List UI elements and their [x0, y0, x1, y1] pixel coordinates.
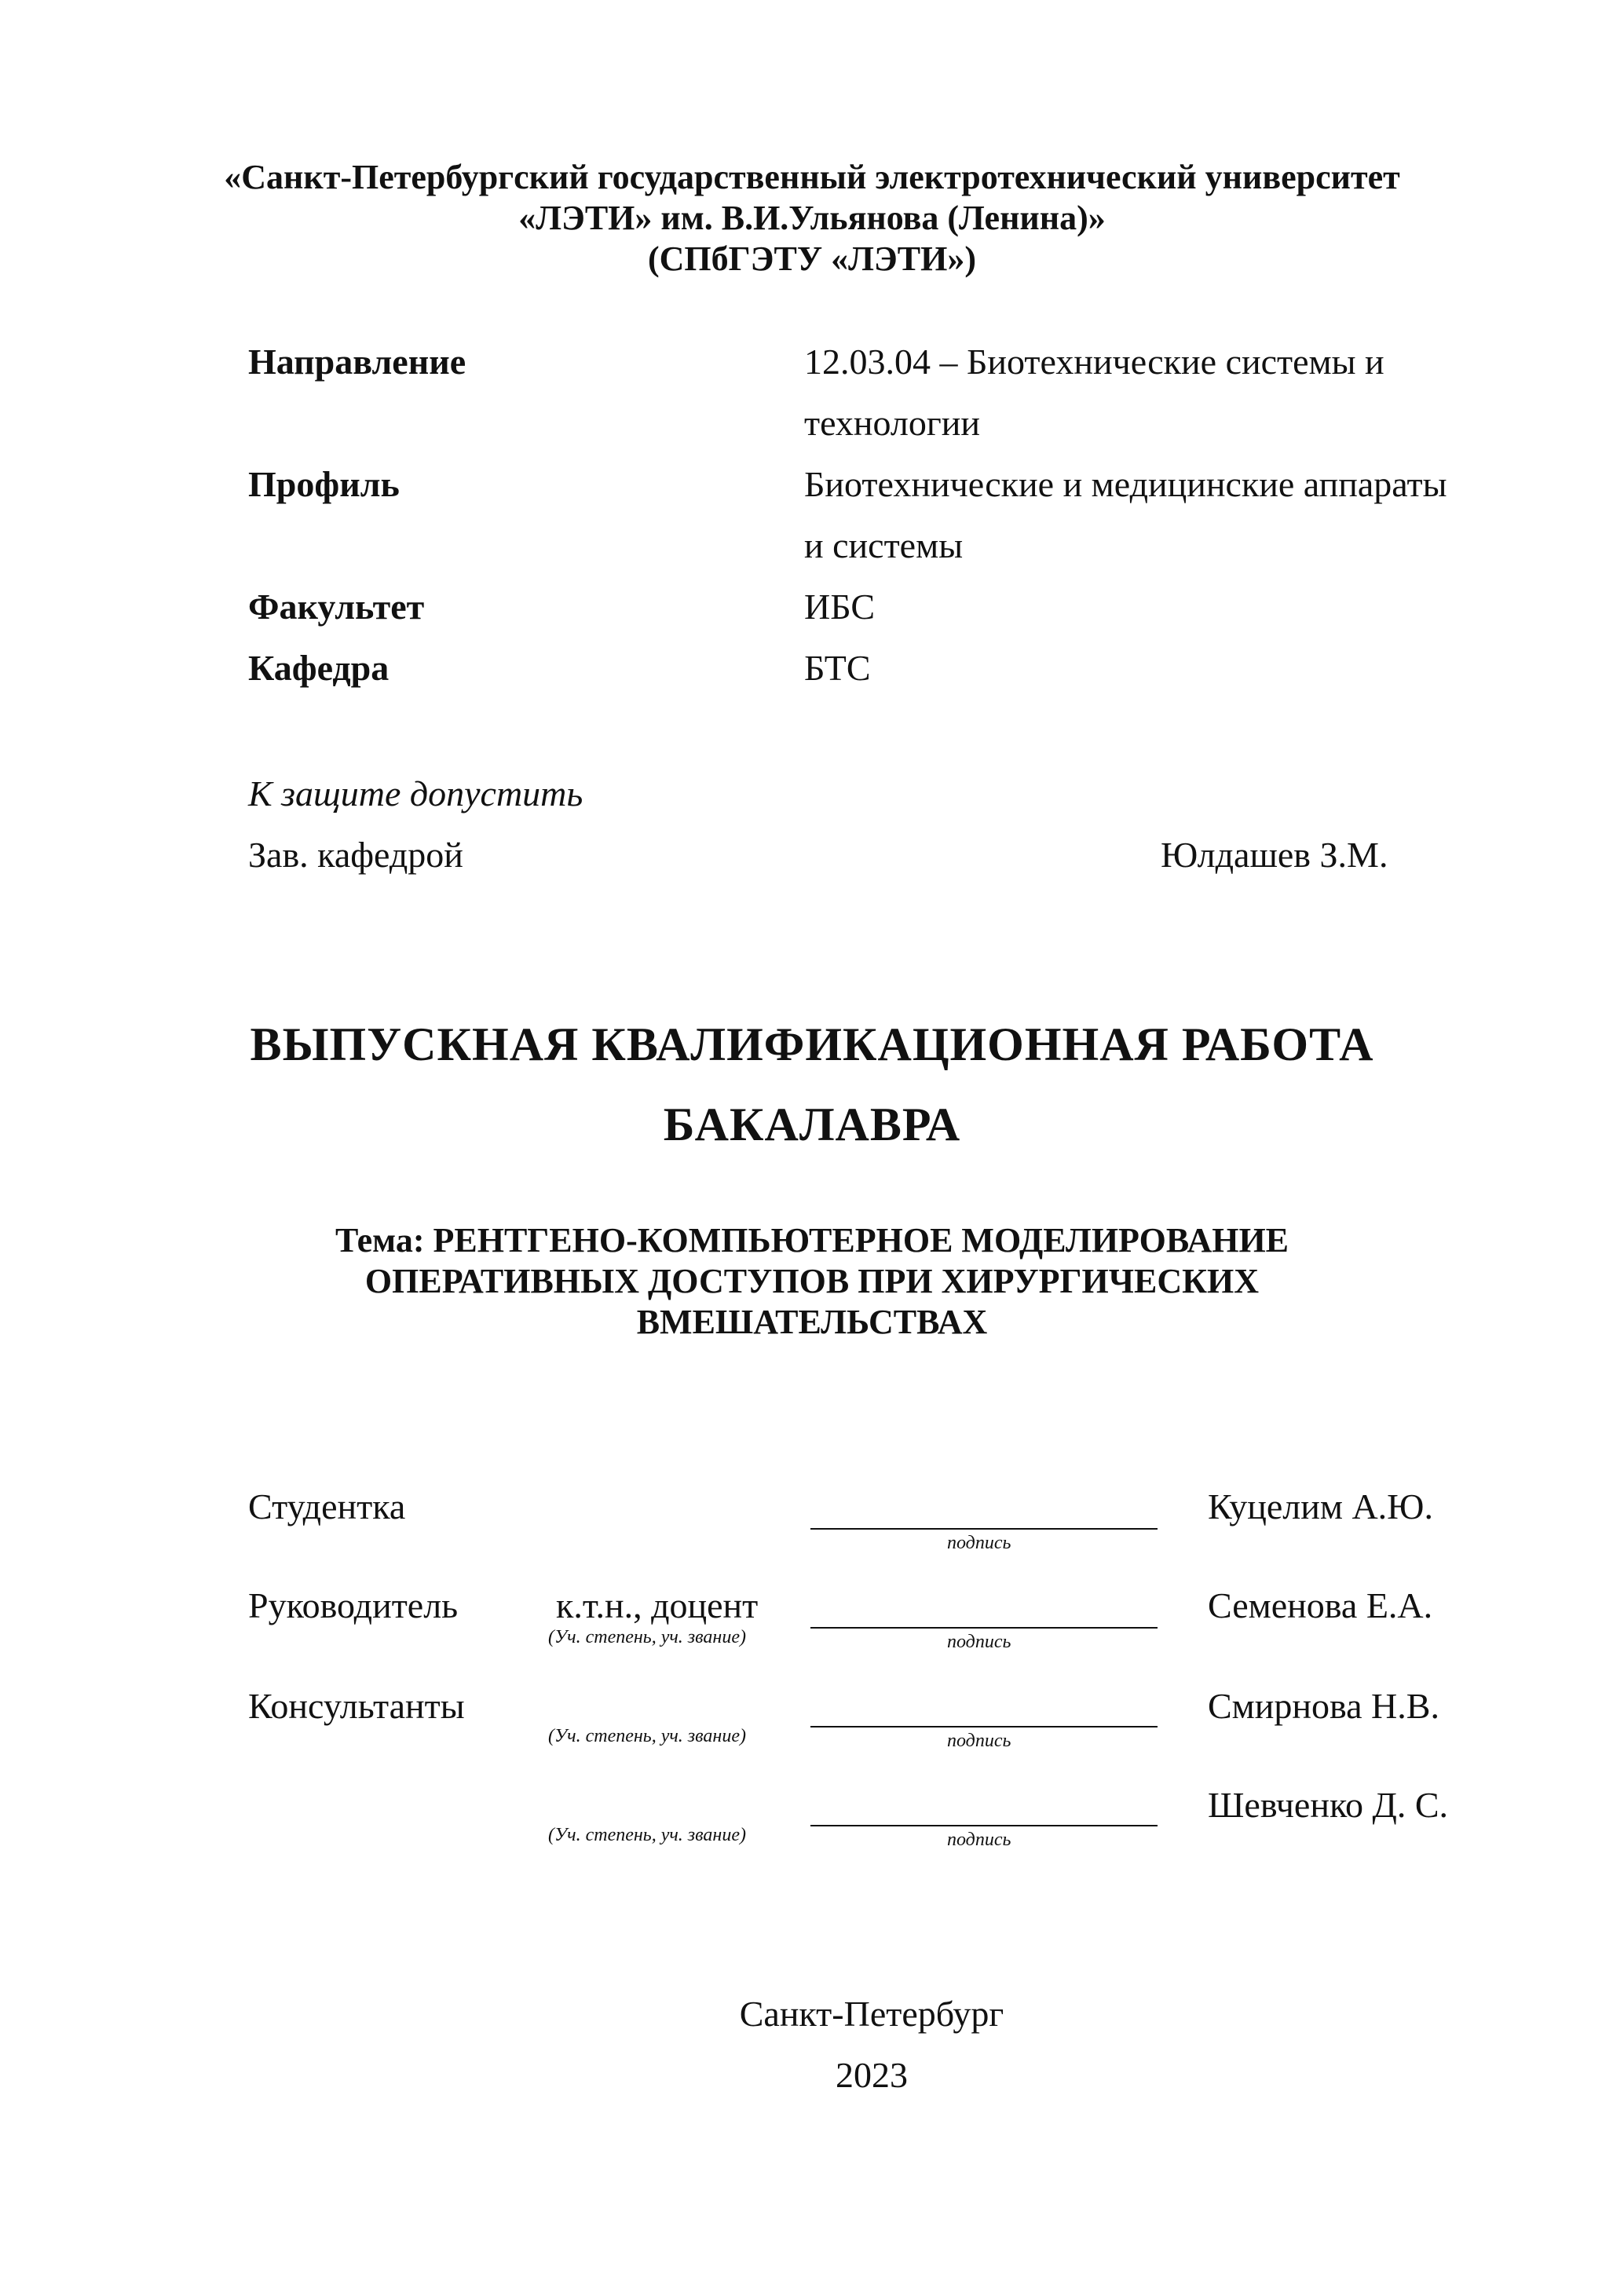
theme-line2: ОПЕРАТИВНЫХ ДОСТУПОВ ПРИ ХИРУРГИЧЕСКИХ — [364, 1262, 1260, 1300]
field-label-department: Кафедра — [248, 648, 390, 688]
supervisor-degree-hint: (Уч. степень, уч. звание) — [548, 1627, 746, 1647]
consultant1-name: Смирнова Н.В. — [1208, 1686, 1439, 1726]
supervisor-role-label: Руководитель — [248, 1585, 459, 1625]
field-value-profile-cont: и системы — [804, 525, 964, 565]
field-value-direction-cont: технологии — [804, 403, 980, 443]
supervisor-signature-line — [810, 1627, 1158, 1629]
student-name: Куцелим А.Ю. — [1208, 1486, 1433, 1526]
consultant1-signature-hint: подпись — [947, 1731, 1011, 1751]
field-value-faculty: ИБС — [804, 587, 876, 627]
consultant1-signature-line — [810, 1726, 1158, 1727]
student-signature-line — [810, 1528, 1158, 1530]
document-title-line1: ВЫПУСКНАЯ КВАЛИФИКАЦИОННАЯ РАБОТА — [250, 1018, 1374, 1070]
footer-year: 2023 — [836, 2055, 908, 2095]
field-label-direction: Направление — [248, 342, 466, 382]
head-of-department-name: Юлдашев З.М. — [1161, 835, 1388, 875]
university-name-line1: «Санкт-Петербургский государственный электротехнический университет — [224, 158, 1400, 196]
defense-admission-text: К защите допустить — [248, 773, 583, 813]
consultant1-degree-hint: (Уч. степень, уч. звание) — [548, 1726, 746, 1746]
university-name-line2: «ЛЭТИ» им. В.И.Ульянова (Ленина)» — [518, 199, 1106, 237]
consultants-role-label: Консультанты — [248, 1686, 465, 1726]
supervisor-degree: к.т.н., доцент — [556, 1585, 759, 1625]
field-label-profile: Профиль — [248, 464, 400, 504]
consultant2-name: Шевченко Д. С. — [1208, 1785, 1449, 1825]
head-of-department-label: Зав. кафедрой — [248, 835, 463, 875]
field-label-faculty: Факультет — [248, 587, 425, 627]
supervisor-name: Семенова Е.А. — [1208, 1585, 1433, 1625]
student-signature-hint: подпись — [947, 1533, 1011, 1553]
footer-city: Санкт-Петербург — [739, 1994, 1004, 2034]
field-value-direction: 12.03.04 – Биотехнические системы и — [804, 342, 1384, 382]
university-abbreviation: (СПбГЭТУ «ЛЭТИ») — [648, 239, 976, 278]
consultant2-signature-hint: подпись — [947, 1830, 1011, 1850]
field-value-profile: Биотехнические и медицинские аппараты — [804, 464, 1447, 504]
consultant2-degree-hint: (Уч. степень, уч. звание) — [548, 1825, 746, 1845]
supervisor-signature-hint: подпись — [947, 1632, 1011, 1652]
consultant2-signature-line — [810, 1825, 1158, 1826]
theme-line3: ВМЕШАТЕЛЬСТВАХ — [636, 1303, 988, 1341]
document-title-line2: БАКАЛАВРА — [663, 1099, 961, 1150]
student-role-label: Студентка — [248, 1486, 406, 1526]
field-value-department: БТС — [804, 648, 871, 688]
theme-line1: Тема: РЕНТГЕНО-КОМПЬЮТЕРНОЕ МОДЕЛИРОВАНИЕ — [335, 1221, 1289, 1260]
